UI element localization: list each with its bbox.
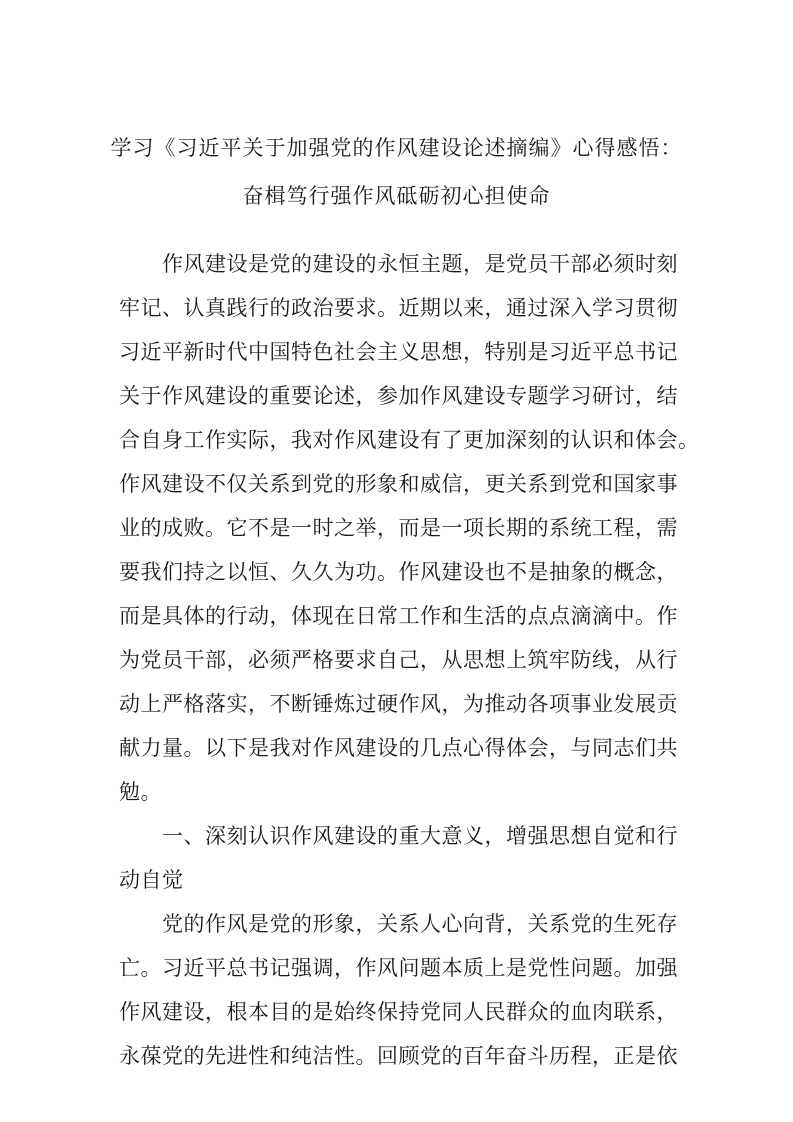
- body-line: 勉。: [119, 780, 162, 804]
- body-line: 党的作风是党的形象，关系人心向背，关系党的生死存: [162, 912, 678, 936]
- body-line: 业的成败。它不是一时之举，而是一项长期的系统工程，需: [119, 516, 678, 540]
- body-line: 为党员干部，必须严格要求自己，从思想上筑牢防线，从行: [119, 648, 678, 672]
- document-subtitle: 奋楫笃行强作风砥砺初心担使命: [242, 184, 551, 208]
- body-line: 关于作风建设的重要论述，参加作风建设专题学习研讨，结: [119, 384, 678, 408]
- body-line: 亡。习近平总书记强调，作风问题本质上是党性问题。加强: [119, 956, 678, 980]
- body-line: 要我们持之以恒、久久为功。作风建设也不是抽象的概念，: [119, 560, 678, 584]
- body-line: 合自身工作实际，我对作风建设有了更加深刻的认识和体会。: [119, 428, 700, 452]
- section-heading-line: 一、深刻认识作风建设的重大意义，增强思想自觉和行: [162, 824, 678, 848]
- body-line: 献力量。以下是我对作风建设的几点心得体会，与同志们共: [119, 736, 678, 760]
- body-line: 作风建设不仅关系到党的形象和威信，更关系到党和国家事: [119, 472, 678, 496]
- body-line: 习近平新时代中国特色社会主义思想，特别是习近平总书记: [119, 340, 678, 364]
- body-line: 作风建设，根本目的是始终保持党同人民群众的血肉联系，: [119, 1000, 678, 1024]
- section-heading-line: 动自觉: [119, 868, 184, 892]
- document-title: 学习《习近平关于加强党的作风建设论述摘编》心得感悟：: [110, 136, 683, 160]
- body-line: 牢记、认真践行的政治要求。近期以来，通过深入学习贯彻: [119, 296, 678, 320]
- body-line: 动上严格落实，不断锤炼过硬作风，为推动各项事业发展贡: [119, 692, 678, 716]
- body-line: 而是具体的行动，体现在日常工作和生活的点点滴滴中。作: [119, 604, 678, 628]
- body-line: 作风建设是党的建设的永恒主题，是党员干部必须时刻: [162, 252, 678, 276]
- body-line: 永葆党的先进性和纯洁性。回顾党的百年奋斗历程，正是依: [119, 1044, 678, 1068]
